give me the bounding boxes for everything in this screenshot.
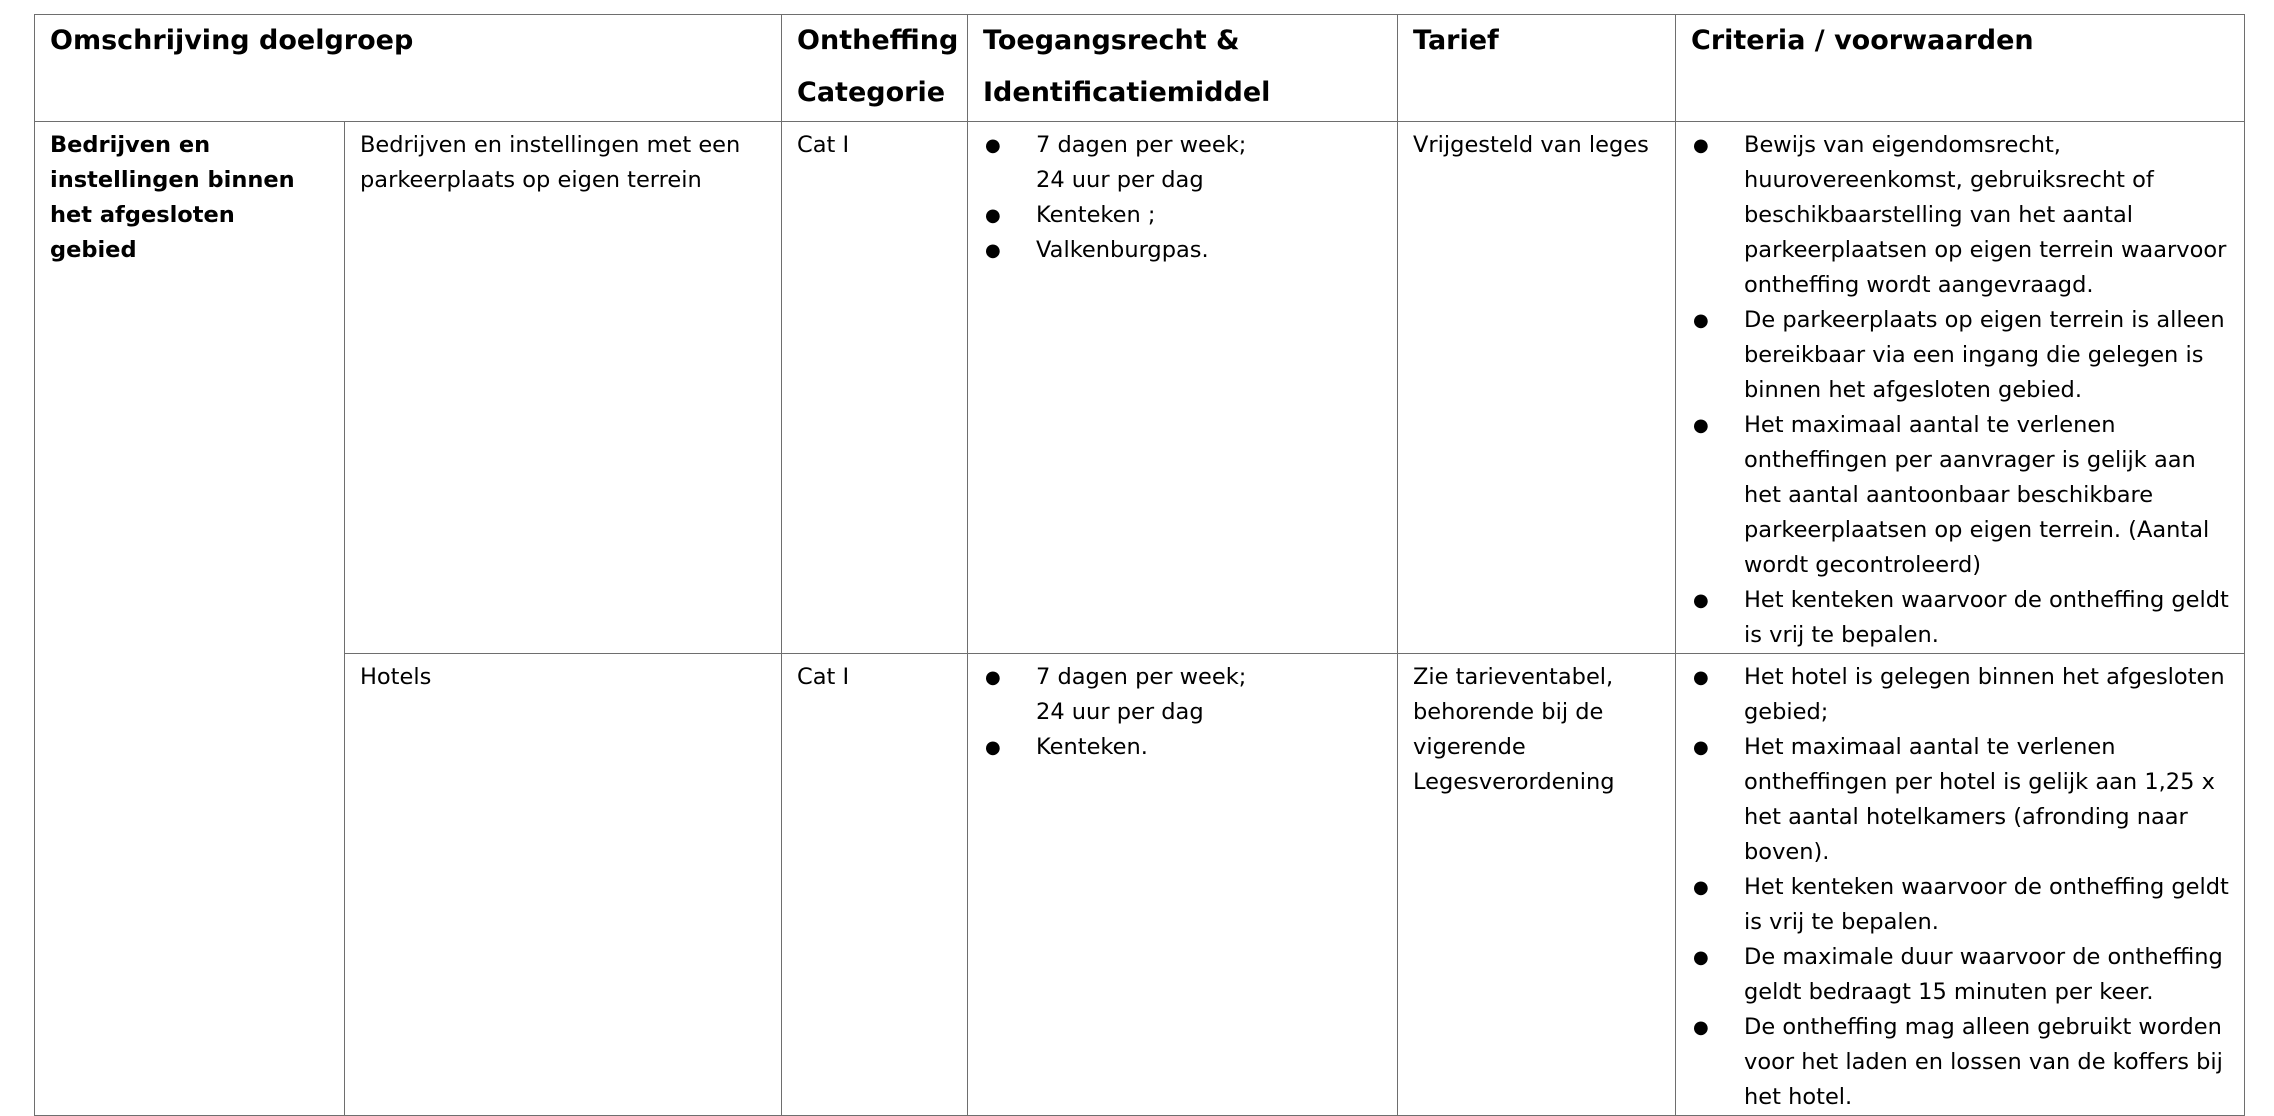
- criteria-item-text: Bewijs van eigendomsrecht, huurovereenkomst, gebruiksrecht of beschikbaarstelling van het aantal parkeerplaatsen op eigen terrein waarvoor ontheffing wordt aangevraagd.: [1744, 132, 2227, 298]
- criteria-item-text: De ontheffing mag alleen gebruikt worden voor het laden en lossen van de koffers bij het hotel.: [1744, 1014, 2223, 1110]
- criteria-cell: [1676, 122, 2245, 654]
- header-toegangsrecht: [968, 15, 1398, 122]
- criteria-item: [1691, 1010, 2229, 1115]
- bullet-icon: ●: [1693, 590, 1709, 611]
- criteria-item-text: De maximale duur waarvoor de ontheffing geldt bedraagt 15 minuten per keer.: [1744, 944, 2223, 1005]
- criteria-item: [1691, 128, 2229, 303]
- bullet-icon: ●: [1693, 737, 1709, 758]
- header-criteria-label: Criteria / voorwaarden: [1691, 25, 2034, 56]
- subgroup-cell: [345, 654, 782, 1116]
- bullet-icon: ●: [1693, 310, 1709, 331]
- header-categorie: [782, 15, 968, 122]
- criteria-item-text: Het hotel is gelegen binnen het afgesloten gebied;: [1744, 664, 2225, 725]
- access-item: [983, 233, 1382, 268]
- criteria-item-text: Het kenteken waarvoor de ontheffing geldt is vrij te bepalen.: [1744, 587, 2229, 648]
- access-item: [983, 730, 1382, 765]
- category-cell: [782, 654, 968, 1116]
- criteria-item: [1691, 408, 2229, 583]
- tariff-cell: [1398, 654, 1676, 1116]
- criteria-list: [1691, 128, 2229, 653]
- header-categorie-line1: Ontheffing: [797, 25, 959, 56]
- category-cell: [782, 122, 968, 654]
- criteria-item: [1691, 940, 2229, 1010]
- header-row: [35, 15, 2245, 122]
- criteria-item: [1691, 303, 2229, 408]
- bullet-icon: ●: [985, 240, 1001, 261]
- criteria-item-text: De parkeerplaats op eigen terrein is alleen bereikbaar via een ingang die gelegen is binnen het afgesloten gebied.: [1744, 307, 2225, 403]
- bullet-icon: ●: [1693, 135, 1709, 156]
- table-row-hotels: [35, 654, 2245, 1116]
- subgroup-text: Bedrijven en instellingen met een parkeerplaats op eigen terrein: [360, 132, 741, 193]
- table-row-bedrijven: [35, 122, 2245, 654]
- header-criteria: [1676, 15, 2245, 122]
- access-item-text: Kenteken ;: [1036, 202, 1156, 228]
- access-item: [983, 128, 1382, 198]
- criteria-item: [1691, 583, 2229, 653]
- tariff-text: Zie tarieventabel, behorende bij de vigerende Legesverordening: [1413, 664, 1615, 795]
- subgroup-cell: [345, 122, 782, 654]
- bullet-icon: ●: [1693, 667, 1709, 688]
- access-item-text: 24 uur per dag: [1036, 167, 1204, 193]
- category-text: Cat I: [797, 132, 850, 158]
- access-item-text: 7 dagen per week;: [1036, 664, 1247, 690]
- bullet-icon: ●: [985, 737, 1001, 758]
- header-categorie-line2: Categorie: [797, 77, 946, 108]
- header-toegangsrecht-line1: Toegangsrecht &: [983, 25, 1240, 56]
- bullet-icon: ●: [985, 667, 1001, 688]
- criteria-item-text: Het kenteken waarvoor de ontheffing geldt is vrij te bepalen.: [1744, 874, 2229, 935]
- access-item-text: Valkenburgpas.: [1036, 237, 1209, 263]
- doelgroep-cell: [35, 122, 345, 1116]
- access-item-text: 7 dagen per week;: [1036, 132, 1247, 158]
- bullet-icon: ●: [1693, 947, 1709, 968]
- criteria-item: [1691, 660, 2229, 730]
- category-text: Cat I: [797, 664, 850, 690]
- criteria-cell: [1676, 654, 2245, 1116]
- access-cell: [968, 654, 1398, 1116]
- access-list: [983, 128, 1382, 268]
- bullet-icon: ●: [985, 135, 1001, 156]
- access-cell: [968, 122, 1398, 654]
- bullet-icon: ●: [1693, 415, 1709, 436]
- bullet-icon: ●: [1693, 1017, 1709, 1038]
- header-doelgroep-label: Omschrijving doelgroep: [50, 25, 414, 56]
- bullet-icon: ●: [1693, 877, 1709, 898]
- header-doelgroep: [35, 15, 782, 122]
- access-list: [983, 660, 1382, 765]
- doelgroep-name: Bedrijven en instellingen binnen het afgesloten gebied: [50, 132, 295, 263]
- access-item-text: 24 uur per dag: [1036, 699, 1204, 725]
- header-tarief-label: Tarief: [1413, 25, 1499, 56]
- criteria-item-text: Het maximaal aantal te verlenen ontheffingen per aanvrager is gelijk aan het aantal aantoonbaar beschikbare parkeerplaatsen op eigen terrein. (Aantal wordt gecontroleerd): [1744, 412, 2210, 578]
- access-item-text: Kenteken.: [1036, 734, 1148, 760]
- access-item: [983, 198, 1382, 233]
- bullet-icon: ●: [985, 205, 1001, 226]
- criteria-item-text: Het maximaal aantal te verlenen ontheffingen per hotel is gelijk aan 1,25 x het aantal hotelkamers (afronding naar boven).: [1744, 734, 2215, 865]
- header-tarief: [1398, 15, 1676, 122]
- subgroup-text: Hotels: [360, 664, 432, 690]
- criteria-item: [1691, 870, 2229, 940]
- tariff-text: Vrijgesteld van leges: [1413, 132, 1649, 158]
- criteria-item: [1691, 730, 2229, 870]
- header-toegangsrecht-line2: Identificatiemiddel: [983, 77, 1271, 108]
- tariff-cell: [1398, 122, 1676, 654]
- criteria-list: [1691, 660, 2229, 1115]
- access-item: [983, 660, 1382, 730]
- ontheffing-table: [34, 14, 2245, 1116]
